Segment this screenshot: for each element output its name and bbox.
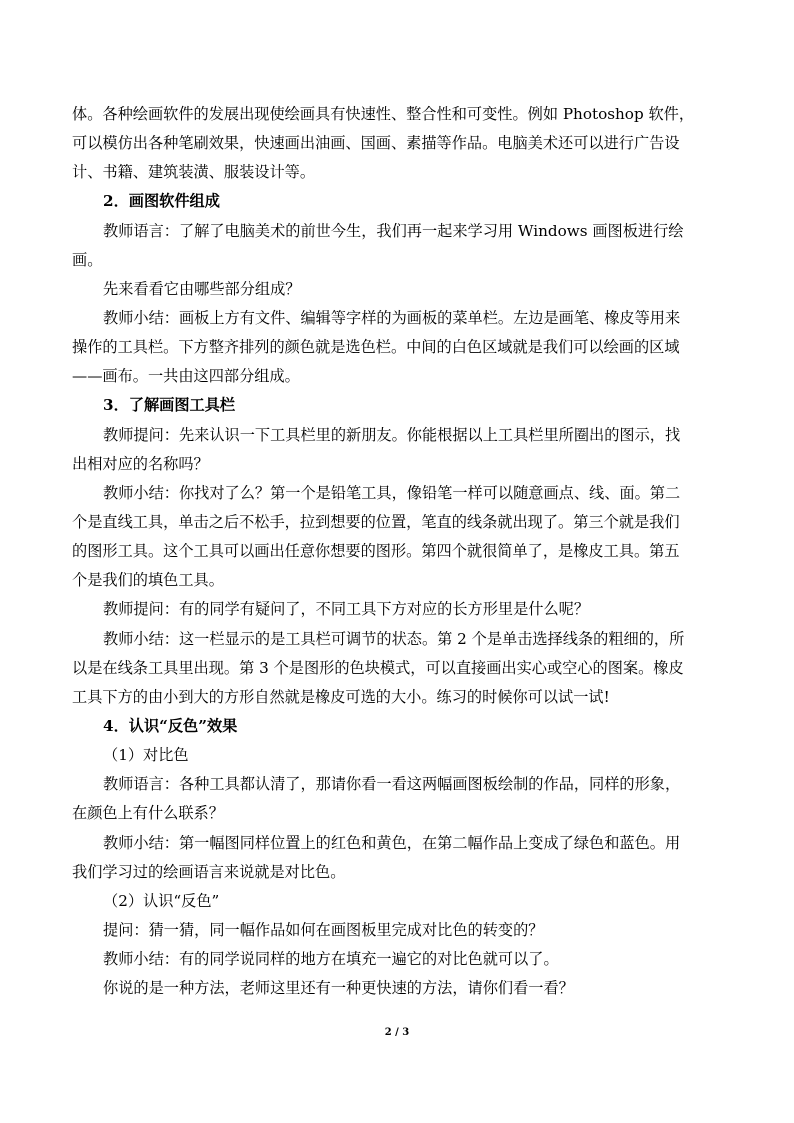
section-heading: 2．画图软件组成 xyxy=(103,192,220,211)
text-line: （1）对比色 xyxy=(103,746,189,765)
text-line: 的图形工具。这个工具可以画出任意你想要的图形。第四个就很简单了，是橡皮工具。第五 xyxy=(72,542,680,561)
document-body xyxy=(72,100,722,1003)
text-line: 教师提问：有的同学有疑问了，不同工具下方对应的长方形里是什么呢？ xyxy=(103,600,589,619)
text-line: 出相对应的名称吗？ xyxy=(72,454,209,473)
text-line: 我们学习过的绘画语言来说就是对比色。 xyxy=(72,862,346,881)
text-line: 在颜色上有什么联系？ xyxy=(72,804,224,823)
text-line: 教师小结：你找对了么？第一个是铅笔工具，像铅笔一样可以随意画点、线、面。第二 xyxy=(103,483,681,502)
text-line: （2）认识“反色” xyxy=(103,891,220,910)
text-line: ——画布。一共由这四部分组成。 xyxy=(72,367,300,386)
text-line: 你说的是一种方法，老师这里还有一种更快速的方法，请你们看一看？ xyxy=(103,979,574,998)
text-line: 教师语言：各种工具都认清了，那请你看一看这两幅画图板绘制的作品，同样的形象， xyxy=(103,775,681,794)
text-line: 体。各种绘画软件的发展出现使绘画具有快速性、整合性和可变性。例如 Photoshop 软件， xyxy=(72,105,695,123)
text-line: 教师小结：这一栏显示的是工具栏可调节的状态。第 2 个是单击选择线条的粗细的，所 xyxy=(103,629,685,648)
section-heading: 4．认识“反色”效果 xyxy=(103,716,238,735)
text-line: 个是我们的填色工具。 xyxy=(72,571,224,590)
text-line: 操作的工具栏。下方整齐排列的颜色就是选色栏。中间的白色区域就是我们可以绘画的区域 xyxy=(72,338,680,357)
text-line: 以是在线条工具里出现。第 3 个是图形的色块模式，可以直接画出实心或空心的图案。橡皮 xyxy=(72,658,684,677)
text-line: 工具下方的由小到大的方形自然就是橡皮可选的大小。练习的时候你可以试一试! xyxy=(72,687,610,706)
section-heading: 3．了解画图工具栏 xyxy=(103,396,236,415)
text-line: 画。 xyxy=(72,250,103,269)
text-line: 提问：猜一猜，同一幅作品如何在画图板里完成对比色的转变的？ xyxy=(103,920,544,939)
text-line: 个是直线工具，单击之后不松手，拉到想要的位置，笔直的线条就出现了。第三个就是我们 xyxy=(72,512,680,531)
text-line: 教师语言：了解了电脑美术的前世今生，我们再一起来学习用 Windows 画图板进行绘 xyxy=(103,221,684,240)
page-number: 2 / 3 xyxy=(384,1027,410,1038)
text-line: 教师小结：有的同学说同样的地方在填充一遍它的对比色就可以了。 xyxy=(103,950,559,969)
text-line: 教师小结：画板上方有文件、编辑等字样的为画板的菜单栏。左边是画笔、橡皮等用来 xyxy=(103,308,681,327)
text-line: 教师小结：第一幅图同样位置上的红色和黄色，在第二幅作品上变成了绿色和蓝色。用 xyxy=(103,833,681,852)
text-line: 可以模仿出各种笔刷效果，快速画出油画、国画、素描等作品。电脑美术还可以进行广告设 xyxy=(72,134,680,153)
paragraph-lines xyxy=(72,100,722,1003)
text-line: 教师提问：先来认识一下工具栏里的新朋友。你能根据以上工具栏里所圈出的图示，找 xyxy=(103,425,681,444)
text-line: 先来看看它由哪些部分组成？ xyxy=(103,279,301,298)
text-line: 计、书籍、建筑装潢、服装设计等。 xyxy=(72,163,315,182)
